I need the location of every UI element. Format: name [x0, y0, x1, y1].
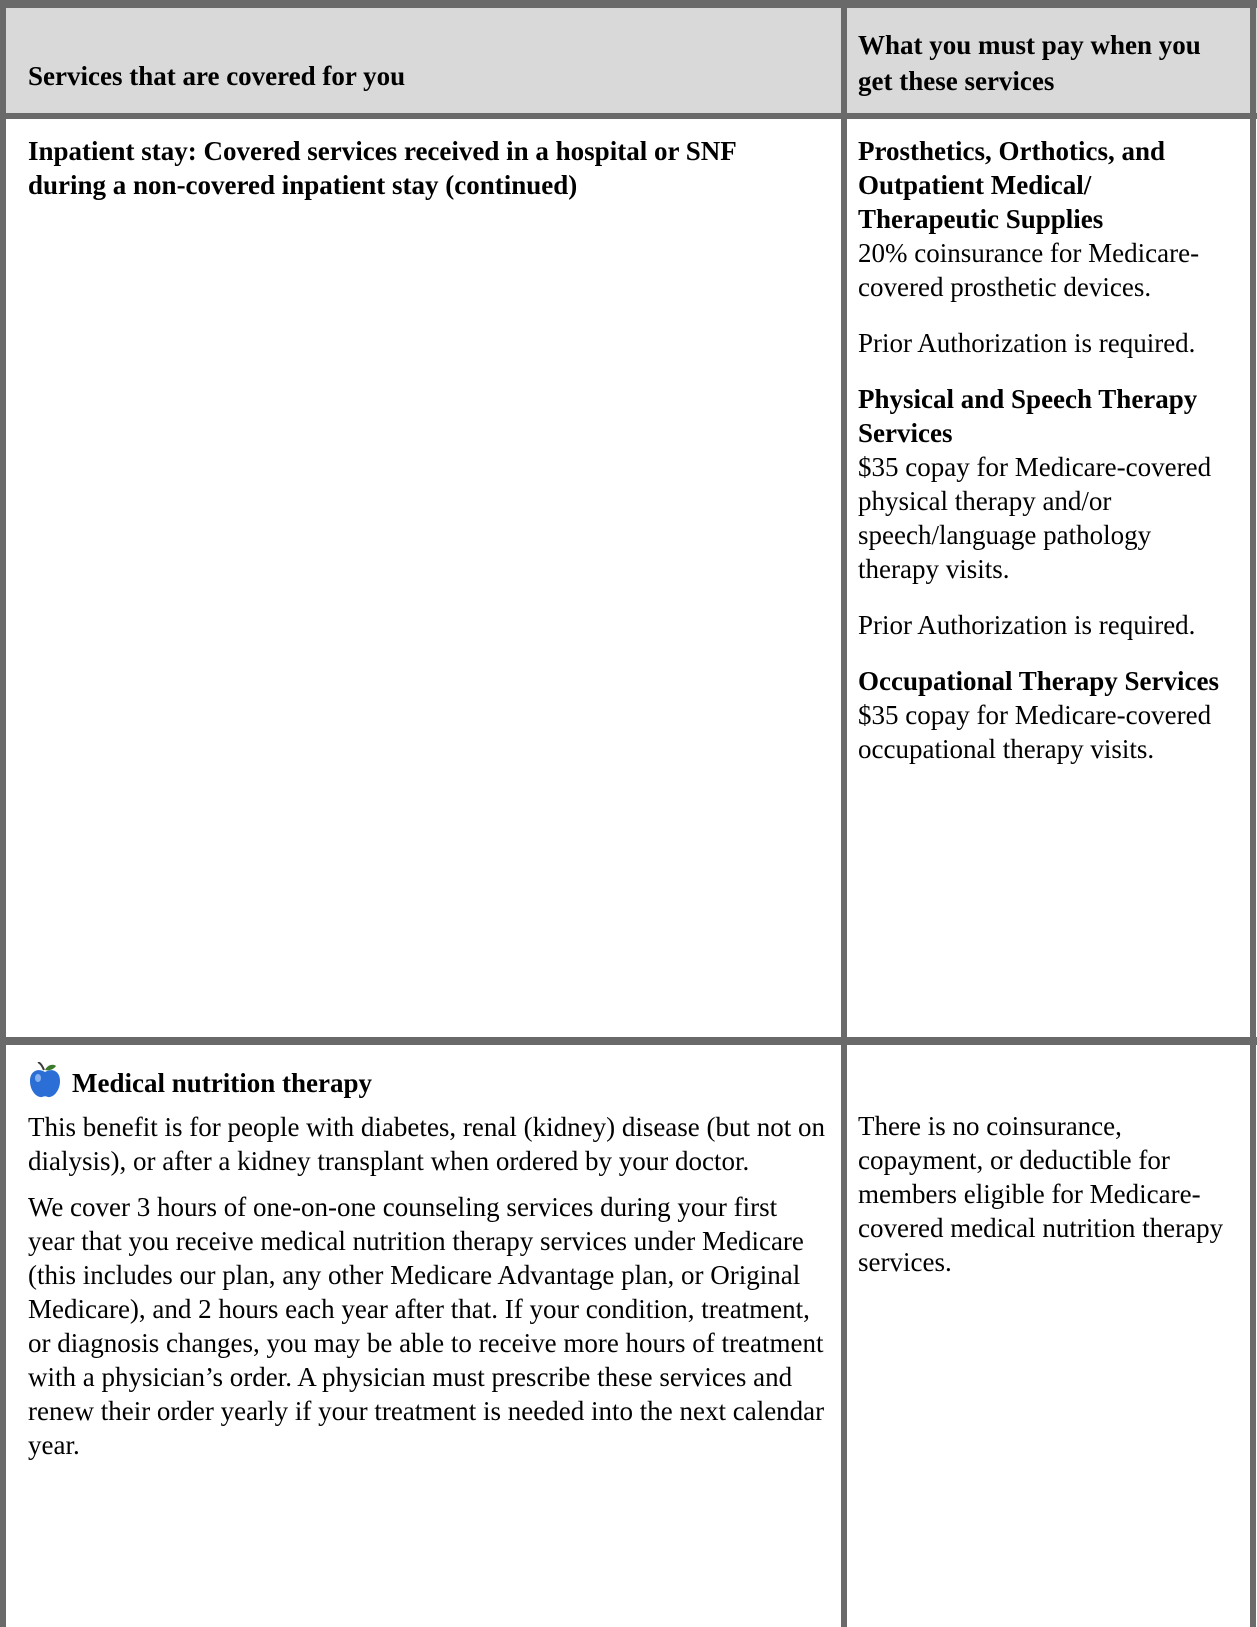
row2-paragraph: We cover 3 hours of one-on-one counseling services during your first year that you receive medical nutrition therapy services under Medicare (this includes our plan, any other Medicare Advantage plan, or Original Medicare), and 2 hours each year after that. If your condition, treatment, or diagnosis changes, you may be able to receive more hours of treatment with a physician’s order. A physician must prescribe these services and renew their order yearly if your treatment is needed into the next calendar year.: [28, 1192, 825, 1460]
row1-services-title: Inpatient stay: Covered services received in a hospital or SNF during a non-covered inpatient stay (continued): [28, 136, 736, 200]
row2-title-line: [28, 1062, 828, 1100]
right-border: [1250, 0, 1256, 1627]
pay-block-title: Occupational Therapy Services: [858, 666, 1219, 696]
pay-block-prior-auth: [858, 608, 1238, 642]
column-divider: [841, 0, 847, 1627]
pay-block-occupational: [858, 664, 1238, 766]
row1-pay-cell: [858, 134, 1238, 788]
pay-block-text: 20% coinsurance for Medicare-covered prosthetic devices.: [858, 238, 1200, 302]
pay-block-text: Prior Authorization is required.: [858, 328, 1196, 358]
header-pay: What you must pay when you get these services: [858, 30, 1201, 96]
header-divider: [0, 113, 1257, 119]
pay-block-prior-auth: [858, 326, 1238, 360]
row2-title: Medical nutrition therapy: [72, 1068, 372, 1098]
row2-services-cell: [28, 1062, 828, 1474]
table-top-border: [0, 0, 1257, 8]
row-divider: [0, 1037, 1257, 1045]
pay-block-text: $35 copay for Medicare-covered physical therapy and/or speech/language pathology therapy visits.: [858, 452, 1212, 584]
pay-block-physical-speech: [858, 382, 1238, 586]
pay-block-text: $35 copay for Medicare-covered occupational therapy visits.: [858, 700, 1212, 764]
pay-block-prosthetics: [858, 134, 1238, 304]
left-border: [0, 0, 6, 1627]
row2-paragraph: This benefit is for people with diabetes, renal (kidney) disease (but not on dialysis), or after a kidney transplant when ordered by your doctor.: [28, 1112, 826, 1176]
pay-block-text: Prior Authorization is required.: [858, 610, 1196, 640]
header-services: Services that are covered for you: [28, 61, 406, 91]
row2-pay-cell: There is no coinsurance, copayment, or deductible for members eligible for Medicare-covered medical nutrition therapy services.: [858, 1111, 1224, 1277]
pay-block-title: Physical and Speech Therapy Services: [858, 384, 1198, 448]
pay-block-title: Prosthetics, Orthotics, and Outpatient Medical/ Therapeutic Supplies: [858, 136, 1165, 234]
apple-icon: [28, 1062, 62, 1098]
